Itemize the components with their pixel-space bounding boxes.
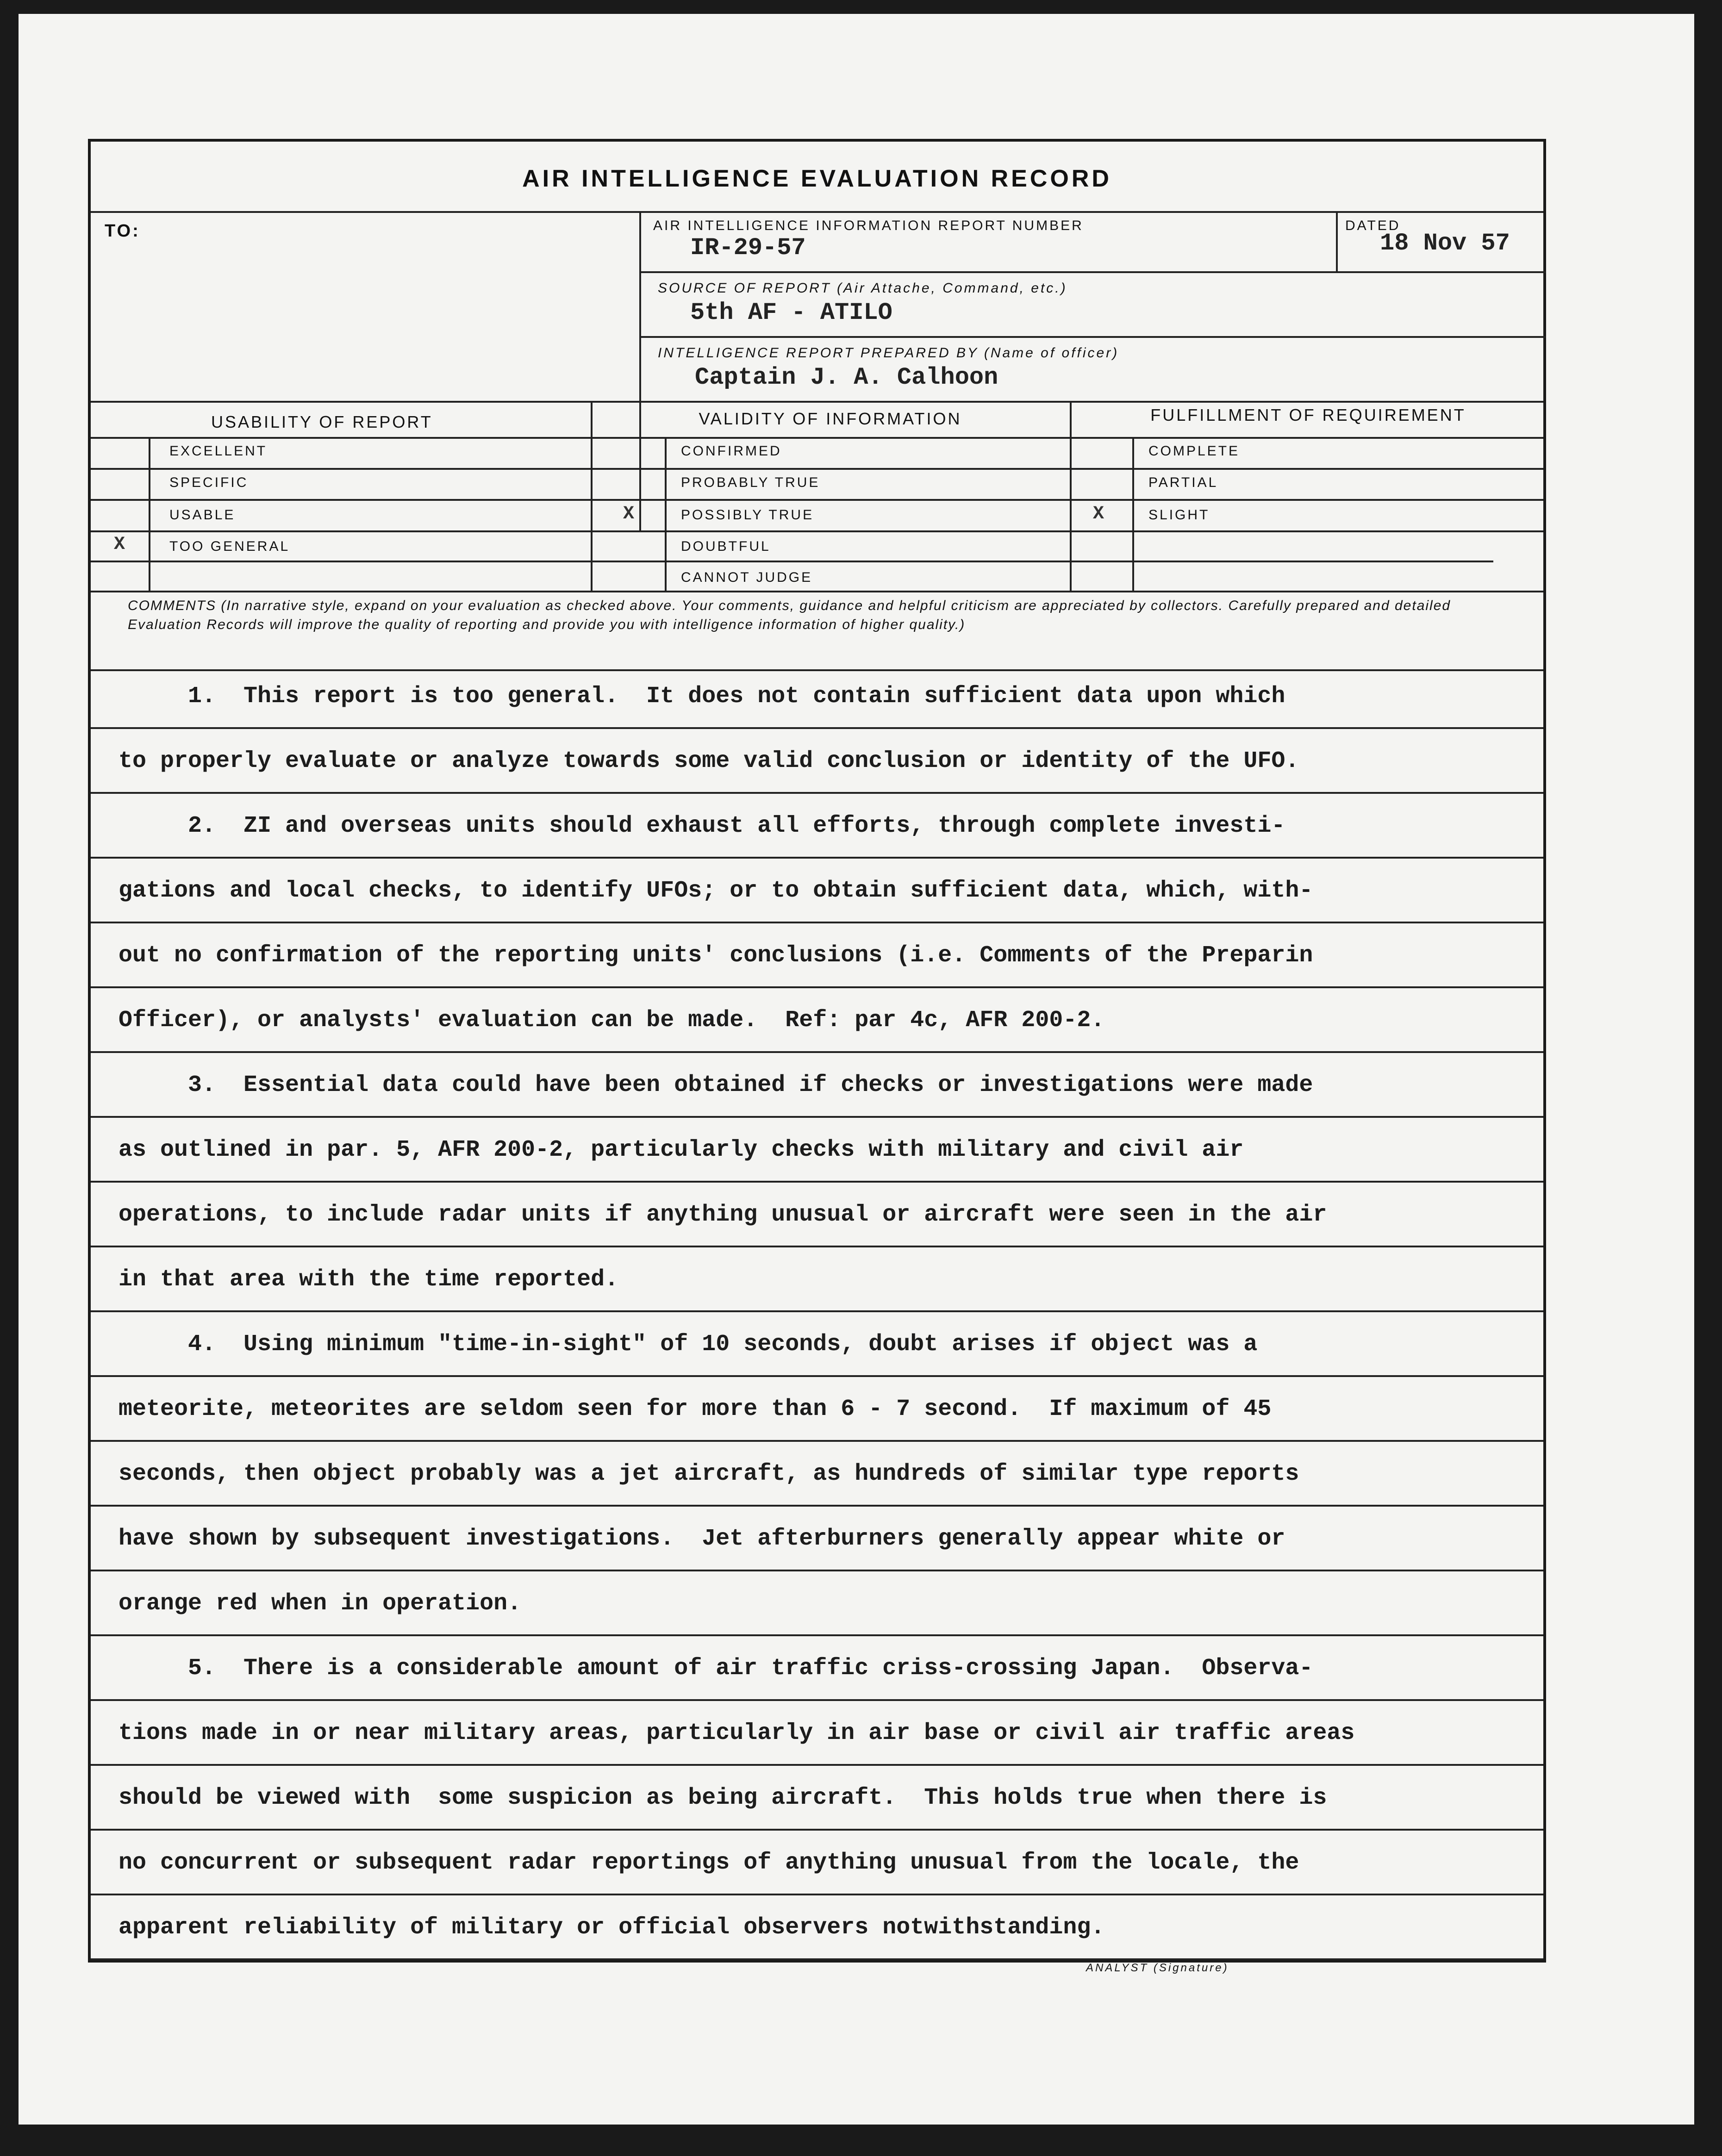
usability-header: USABILITY OF REPORT	[211, 412, 433, 431]
report-number-value: IR-29-57	[690, 234, 806, 262]
usability-option-specific: SPECIFIC	[169, 475, 249, 490]
fulfillment-header: FULFILLMENT OF REQUIREMENT	[1150, 405, 1466, 424]
comment-line: in that area with the time reported.	[119, 1266, 619, 1293]
comment-line: Officer), or analysts' evaluation can be made. Ref: par 4c, AFR 200-2.	[119, 1007, 1105, 1034]
report-number-label: AIR INTELLIGENCE INFORMATION REPORT NUMBER	[653, 218, 1084, 233]
dated-label: DATED	[1345, 218, 1401, 233]
comment-line: 3. Essential data could have been obtained if checks or investigations were made	[119, 1072, 1313, 1098]
document-page	[19, 14, 1694, 2125]
comment-line: apparent reliability of military or official observers notwithstanding.	[119, 1914, 1105, 1941]
prepared-by-label: INTELLIGENCE REPORT PREPARED BY (Name of officer)	[658, 345, 1119, 361]
comment-line: 5. There is a considerable amount of air traffic criss-crossing Japan. Observa-	[119, 1655, 1313, 1682]
source-label: SOURCE OF REPORT (Air Attache, Command, etc.)	[658, 280, 1067, 296]
comments-instructions: COMMENTS (In narrative style, expand on your evaluation as checked above. Your comments, guidance and helpful criticism are appreciated by collectors. Carefully prepared and detailed Evaluation Records will improve the quality of reporting and provide you with intelligence information of higher quality.)	[128, 598, 1451, 632]
comment-line: 4. Using minimum "time-in-sight" of 10 seconds, doubt arises if object was a	[119, 1331, 1258, 1358]
validity-option-cannot-judge: CANNOT JUDGE	[681, 570, 813, 585]
fulfillment-check-mark: X	[1093, 504, 1104, 524]
fulfillment-option-partial: PARTIAL	[1148, 475, 1218, 490]
comment-line: tions made in or near military areas, particularly in air base or civil air traffic areas	[119, 1720, 1355, 1746]
usability-option-usable: USABLE	[169, 507, 236, 523]
to-label: TO:	[105, 221, 140, 241]
validity-header: VALIDITY OF INFORMATION	[699, 409, 962, 428]
comment-line: meteorite, meteorites are seldom seen for more than 6 - 7 second. If maximum of 45	[119, 1396, 1272, 1422]
comment-line: have shown by subsequent investigations. Jet afterburners generally appear white or	[119, 1526, 1285, 1552]
evaluation-form	[88, 139, 1546, 1974]
fulfillment-option-slight: SLIGHT	[1148, 507, 1210, 523]
analyst-signature-label: ANALYST (Signature)	[1086, 1962, 1229, 1974]
fulfillment-option-complete: COMPLETE	[1148, 443, 1240, 459]
validity-option-confirmed: CONFIRMED	[681, 443, 782, 459]
form-title: AIR INTELLIGENCE EVALUATION RECORD	[522, 165, 1112, 192]
prepared-by-value: Captain J. A. Calhoon	[695, 364, 998, 391]
usability-check-mark: X	[114, 534, 125, 555]
comment-line: out no confirmation of the reporting units' conclusions (i.e. Comments of the Preparin	[119, 942, 1313, 969]
validity-option-possibly-true: POSSIBLY TRUE	[681, 507, 814, 523]
comment-line: as outlined in par. 5, AFR 200-2, particularly checks with military and civil air	[119, 1137, 1244, 1163]
usability-option-too-general: TOO GENERAL	[169, 539, 290, 554]
comment-line: operations, to include radar units if anything unusual or aircraft were seen in the air	[119, 1202, 1327, 1228]
comment-line: gations and local checks, to identify UFOs; or to obtain sufficient data, which, with-	[119, 878, 1313, 904]
validity-check-mark: X	[623, 504, 635, 524]
comment-line: 2. ZI and overseas units should exhaust all efforts, through complete investi-	[119, 813, 1285, 839]
comment-line: orange red when in operation.	[119, 1590, 522, 1617]
usability-option-excellent: EXCELLENT	[169, 443, 268, 459]
dated-value: 18 Nov 57	[1380, 230, 1510, 257]
validity-option-probably-true: PROBABLY TRUE	[681, 475, 820, 490]
comment-line: seconds, then object probably was a jet aircraft, as hundreds of similar type reports	[119, 1461, 1299, 1487]
comment-line: to properly evaluate or analyze towards some valid conclusion or identity of the UFO.	[119, 748, 1299, 774]
comment-line: 1. This report is too general. It does not contain sufficient data upon which	[119, 683, 1285, 710]
comment-line: should be viewed with some suspicion as being aircraft. This holds true when there is	[119, 1785, 1327, 1811]
source-value: 5th AF - ATILO	[690, 299, 892, 326]
validity-option-doubtful: DOUBTFUL	[681, 539, 771, 554]
comment-line: no concurrent or subsequent radar reportings of anything unusual from the locale, the	[119, 1850, 1299, 1876]
